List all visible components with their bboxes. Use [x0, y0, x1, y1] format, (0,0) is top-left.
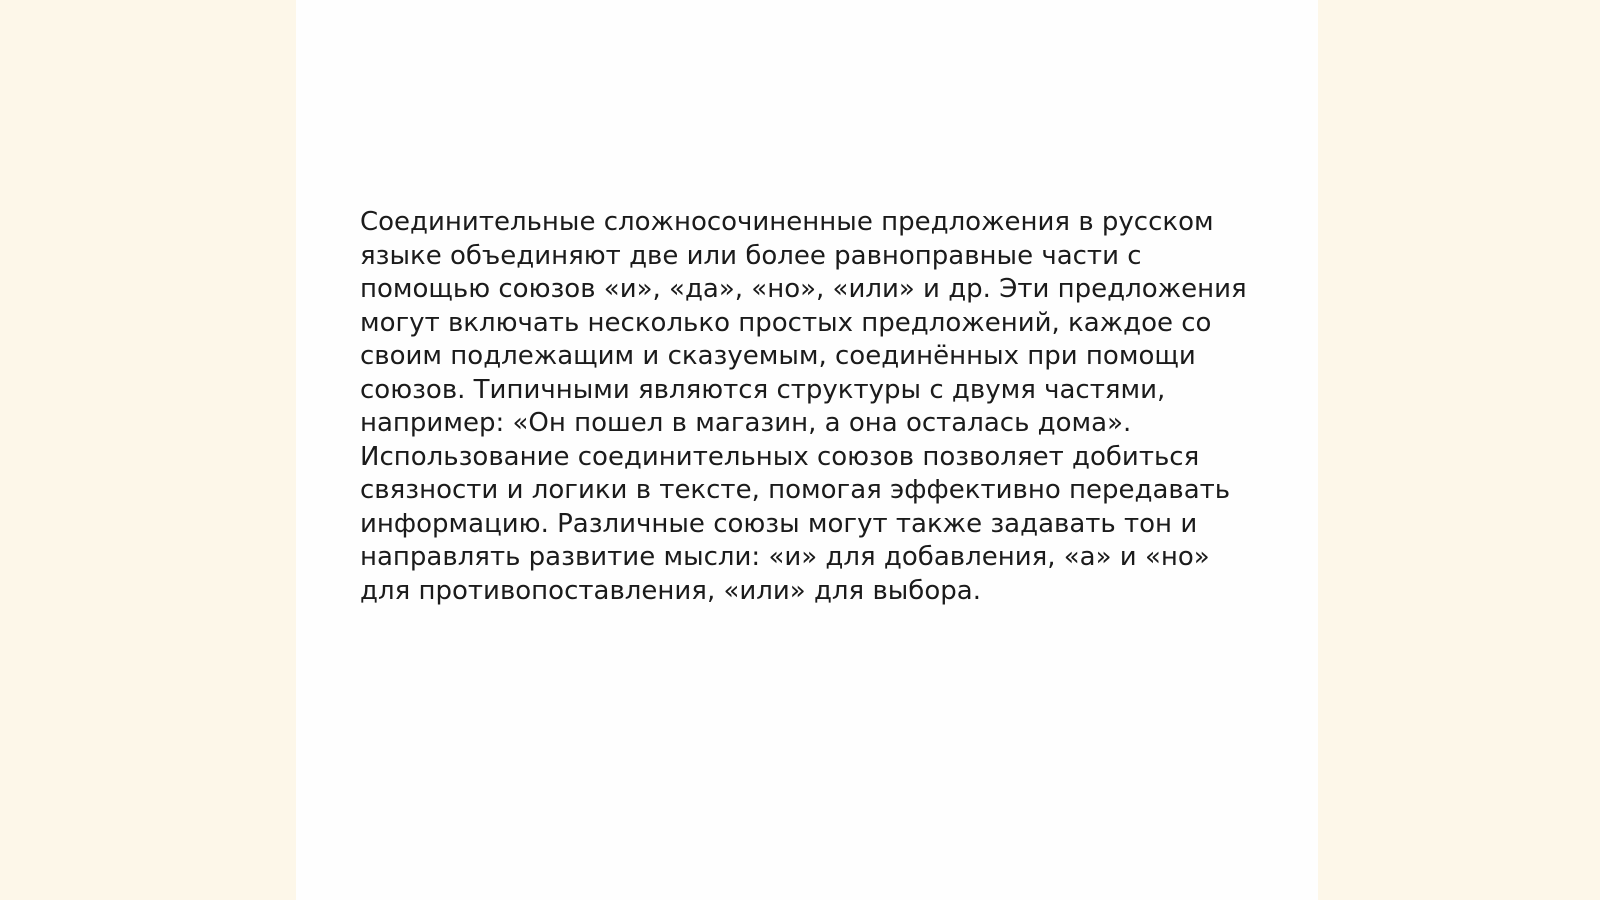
text-line: связности и логики в тексте, помогая эффективно передавать	[360, 475, 1231, 505]
text-line: информацию. Различные союзы могут также задавать тон и	[360, 508, 1198, 539]
text-line: языке объединяют две или более равноправные части с	[360, 240, 1142, 271]
text-line: Использование соединительных союзов позволяет добиться	[360, 441, 1200, 472]
text-line: для противопоставления, «или» для выбора.	[360, 575, 981, 606]
slide	[296, 0, 1318, 900]
slide-body-text	[360, 206, 1260, 608]
text-line: Соединительные сложносочиненные предложения в русском	[360, 207, 1214, 237]
text-line: могут включать несколько простых предложений, каждое со	[360, 307, 1212, 338]
right-margin	[1318, 0, 1600, 900]
text-line: помощью союзов «и», «да», «но», «или» и др. Эти предложения	[360, 274, 1247, 304]
left-margin	[0, 0, 296, 900]
text-line: например: «Он пошел в магазин, а она осталась дома».	[360, 408, 1132, 438]
text-line: своим подлежащим и сказуемым, соединённых при помощи	[360, 341, 1196, 371]
text-line: союзов. Типичными являются структуры с двумя частями,	[360, 374, 1166, 405]
text-line: направлять развитие мысли: «и» для добавления, «а» и «но»	[360, 542, 1210, 572]
